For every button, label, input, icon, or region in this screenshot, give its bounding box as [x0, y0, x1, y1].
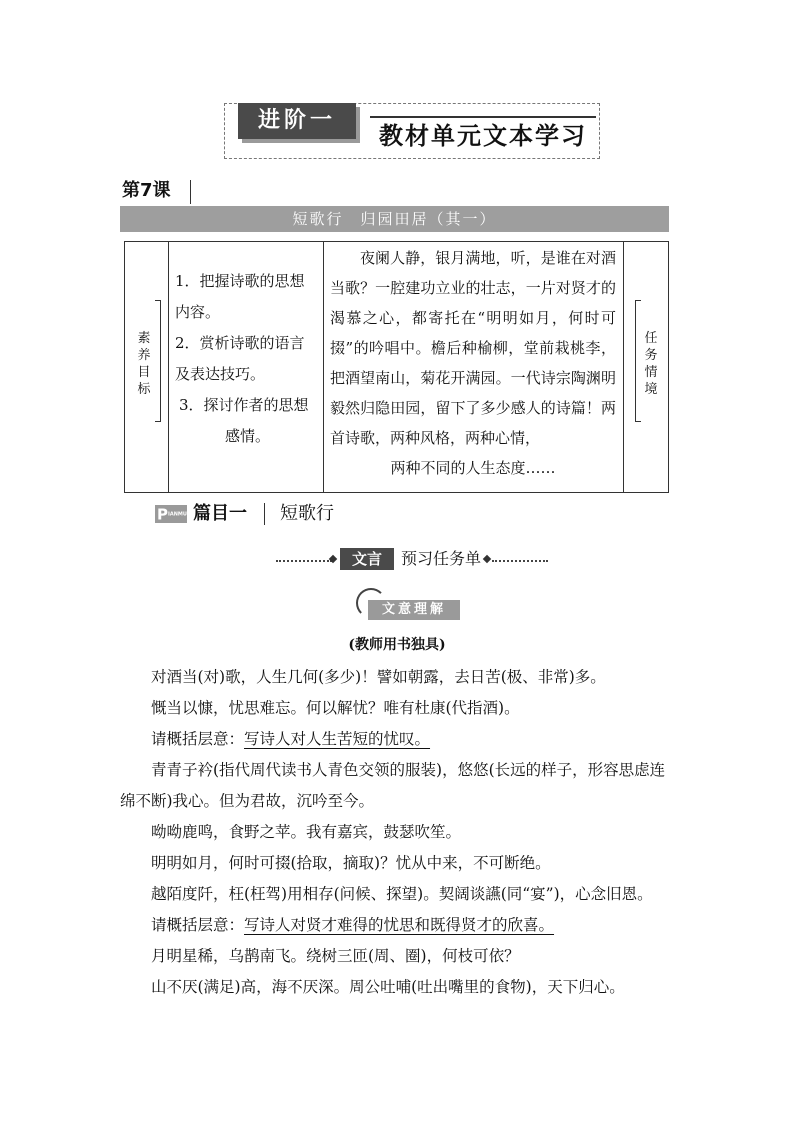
goal-line: 3．探讨作者的思想: [179, 396, 309, 414]
banner-tag: 进阶一: [238, 103, 356, 139]
dotted-rule: [492, 560, 548, 562]
question-prefix: 请概括层意：: [151, 730, 245, 748]
goals-list: [175, 266, 320, 452]
question-prefix: 请概括层意：: [151, 916, 245, 934]
poem-line: 慨当以慷，忧思难忘。何以解忧？唯有杜康(代指酒)。: [151, 699, 520, 717]
divider: [323, 241, 324, 493]
poem-line: 明明如月，何时可掇(拾取，摘取)？忧从中来，不可断绝。: [151, 854, 551, 872]
pianmu-icon: [155, 505, 187, 523]
preview-task-title: 预习任务单: [401, 549, 482, 568]
diamond-icon: [483, 555, 491, 563]
pianmu-icon-small: IANMU: [168, 511, 187, 518]
task-text: 夜阑人静，银月满地，听，是谁在对酒当歌？一腔建功立业的壮志，一片对贤才的渴慕之心，都寄托在“明明如月，何时可掇”的吟唱中。檐后种榆柳，堂前栽桃李，把酒望南山，菊花开满园。一代诗宗陶渊明毅然归隐田园，留下了多少感人的诗篇！两首诗歌，两种风格，两种心情，: [330, 249, 616, 447]
question-answer: 写诗人对贤才难得的忧思和既得贤才的欣喜。: [244, 916, 555, 934]
poem-line: 月明星稀，乌鹊南飞。绕树三匝(周、圈)，何枝可依？: [151, 947, 520, 965]
goal-line: 2．赏析诗歌的语言: [175, 334, 305, 352]
poem-line: 青青子衿(指代周代读书人青色交领的服装)，悠悠(长远的样子，形容思虑连绵不断)我心。但为君故，沉吟至今。: [120, 761, 666, 810]
divider: [168, 241, 169, 493]
right-brace: [635, 300, 641, 422]
pianmu-icon-letter: P: [157, 505, 168, 524]
goal-line: 1．把握诗歌的思想: [175, 272, 305, 290]
goal-line: 感情。: [225, 427, 271, 445]
divider: [264, 503, 265, 525]
summary-question: [120, 724, 680, 755]
section-title: 短歌行: [280, 503, 334, 524]
section-label: 篇目一: [193, 503, 247, 524]
question-answer: 写诗人对人生苦短的忧叹。: [244, 730, 431, 748]
lesson-number: 第7课: [122, 180, 171, 201]
divider: [190, 180, 191, 204]
poem-line: 呦呦鹿鸣，食野之苹。我有嘉宾，鼓瑟吹笙。: [151, 823, 462, 841]
meaning-chip: 文意理解: [368, 600, 460, 620]
teacher-note: (教师用书独具): [348, 637, 446, 653]
task-scenario: [330, 243, 616, 483]
poem-line: 越陌度阡，枉(枉驾)用相存(问候、探望)。契阔谈讌(同“宴”)，心念旧恩。: [151, 885, 653, 903]
wenyan-chip: 文言: [340, 548, 394, 570]
summary-question: [120, 910, 680, 941]
poem-line: 对酒当(对)歌，人生几何(多少)！譬如朝露，去日苦(极、非常)多。: [151, 668, 606, 686]
divider: [623, 241, 624, 493]
goals-label: 素养目标: [137, 331, 151, 397]
banner-title: 教材单元文本学习: [370, 116, 596, 154]
left-brace: [155, 300, 161, 422]
lesson-subtitle: 短歌行 归园田居（其一）: [120, 206, 669, 232]
dotted-rule: [276, 560, 332, 562]
poem-line: 山不厌(满足)高，海不厌深。周公吐哺(吐出嘴里的食物)，天下归心。: [151, 978, 625, 996]
poem-body: [120, 662, 680, 1003]
goal-line: 内容。: [175, 303, 221, 321]
task-text-last: 两种不同的人生态度……: [390, 459, 556, 477]
task-label: 任务情境: [644, 331, 658, 397]
goal-line: 及表达技巧。: [175, 365, 266, 383]
